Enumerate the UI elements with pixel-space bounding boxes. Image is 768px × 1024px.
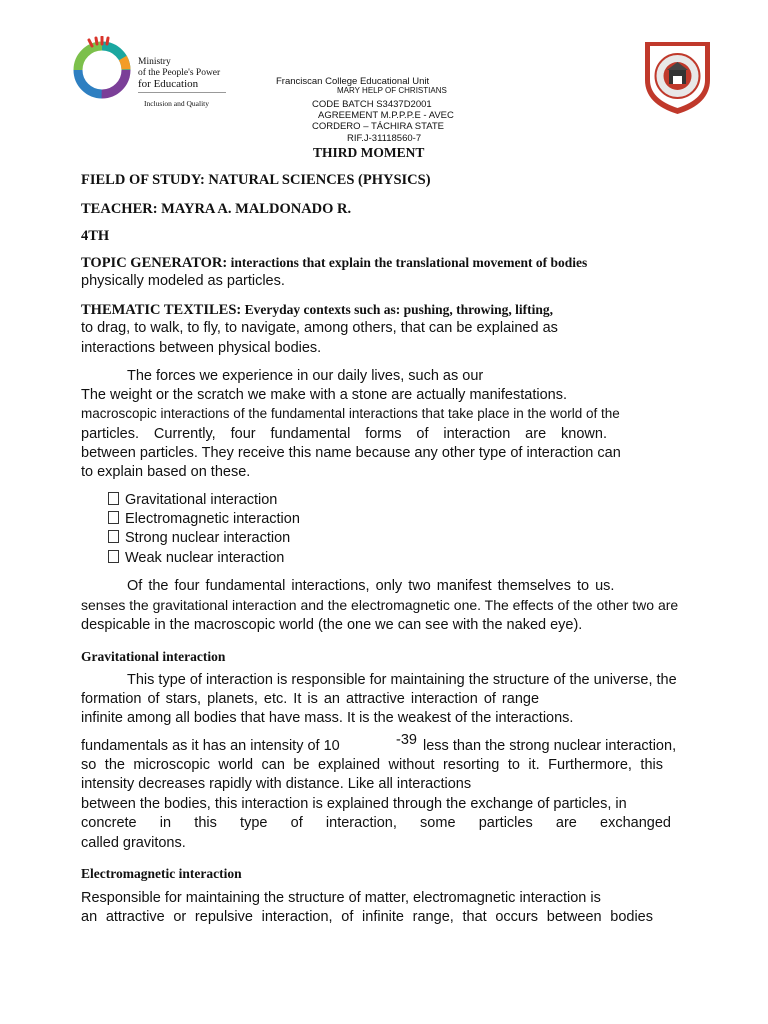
location: CORDERO – TÁCHIRA STATE [312, 121, 444, 132]
grade: 4TH [81, 228, 110, 244]
p2-line-2: senses the gravitational interaction and the electromagnetic one. The effects of the other two are [81, 597, 679, 613]
thematic-line-1: to drag, to walk, to fly, to navigate, among others, that can be explained as [81, 320, 558, 336]
thematic-textiles [81, 302, 553, 319]
p2-line-1: Of the four fundamental interactions, only two manifest themselves to us. [127, 578, 615, 594]
topic-label: TOPIC GENERATOR: [81, 255, 228, 271]
p1-line-5: between particles. They receive this name because any other type of interaction can [81, 445, 621, 461]
p1-line-6: to explain based on these. [81, 464, 251, 480]
ministry-ring-icon [70, 36, 134, 100]
school-name: MARY HELP OF CHRISTIANS [337, 86, 447, 95]
thematic-line-2: interactions between physical bodies. [81, 340, 322, 356]
em-line-2: an attractive or repulsive interaction, of infinite range, that occurs between bodies [81, 909, 653, 925]
ministry-line-2: of the People's Power [138, 68, 221, 78]
electromagnetic-heading: Electromagnetic interaction [81, 866, 242, 881]
thematic-label: THEMATIC TEXTILES: [81, 302, 242, 318]
grav-line-1: This type of interaction is responsible for maintaining the structure of the universe, the [127, 672, 677, 688]
list-item: Electromagnetic interaction [108, 511, 300, 527]
grav-line-2: formation of stars, planets, etc. It is an attractive interaction of range [81, 691, 540, 707]
topic-generator [81, 255, 587, 272]
p1-line-2: The weight or the scratch we make with a stone are actually manifestations. [81, 387, 567, 403]
p1-line-3: macroscopic interactions of the fundamental interactions that take place in the world of the [81, 406, 620, 421]
school-seal [640, 36, 715, 116]
ministry-tagline: Inclusion and Quality [144, 99, 209, 108]
checkbox-icon [108, 550, 119, 563]
ministry-line-3: for Education [138, 78, 199, 90]
field-of-study: FIELD OF STUDY: NATURAL SCIENCES (PHYSICS) [81, 172, 431, 188]
ministry-line-1: Ministry [138, 57, 171, 67]
grav-line-7: between the bodies, this interaction is explained through the exchange of particles, in [81, 796, 627, 812]
list-item: Strong nuclear interaction [108, 530, 290, 546]
list-item: Weak nuclear interaction [108, 550, 284, 566]
code-batch: CODE BATCH S3437D2001 [312, 99, 432, 110]
moment-title: THIRD MOMENT [313, 145, 425, 160]
grav-exponent: -39 [396, 732, 417, 748]
thematic-text: Everyday contexts such as: pushing, throwing, lifting, [241, 302, 554, 317]
grav-line-5: so the microscopic world can be explained without resorting to it. Furthermore, this [81, 757, 663, 773]
checkbox-icon [108, 492, 119, 505]
rif: RIF.J-31118560-7 [347, 133, 422, 144]
list-item: Gravitational interaction [108, 492, 277, 508]
grav-line-4b: less than the strong nuclear interaction, [423, 738, 677, 754]
agreement: AGREEMENT M.P.P.P.E - AVEC [318, 110, 454, 121]
institution-name: Franciscan College Educational Unit [276, 76, 430, 87]
grav-line-4a: fundamentals as it has an intensity of 10 [81, 738, 340, 754]
grav-line-9: called gravitons. [81, 835, 186, 851]
checkbox-icon [108, 511, 119, 524]
ministry-logo [70, 36, 134, 100]
grav-line-8: concrete in this type of interaction, some particles are exchanged [81, 815, 671, 831]
p1-line-1: The forces we experience in our daily lives, such as our [127, 368, 484, 384]
em-line-1: Responsible for maintaining the structure of matter, electromagnetic interaction is [81, 890, 601, 906]
topic-text: interactions that explain the translational movement of bodies [227, 255, 588, 270]
topic-line-2: physically modeled as particles. [81, 273, 285, 289]
gravitational-heading: Gravitational interaction [81, 649, 226, 664]
grav-line-6: intensity decreases rapidly with distance. Like all interactions [81, 776, 472, 792]
ministry-name [138, 57, 220, 90]
p1-line-4: particles. Currently, four fundamental forms of interaction are known. [81, 426, 607, 442]
grav-line-3: infinite among all bodies that have mass. It is the weakest of the interactions. [81, 710, 574, 726]
p2-line-3: despicable in the macroscopic world (the one we can see with the naked eye). [81, 617, 583, 633]
ministry-divider [138, 92, 226, 93]
shield-icon [640, 36, 715, 116]
teacher: TEACHER: MAYRA A. MALDONADO R. [81, 201, 352, 217]
checkbox-icon [108, 530, 119, 543]
